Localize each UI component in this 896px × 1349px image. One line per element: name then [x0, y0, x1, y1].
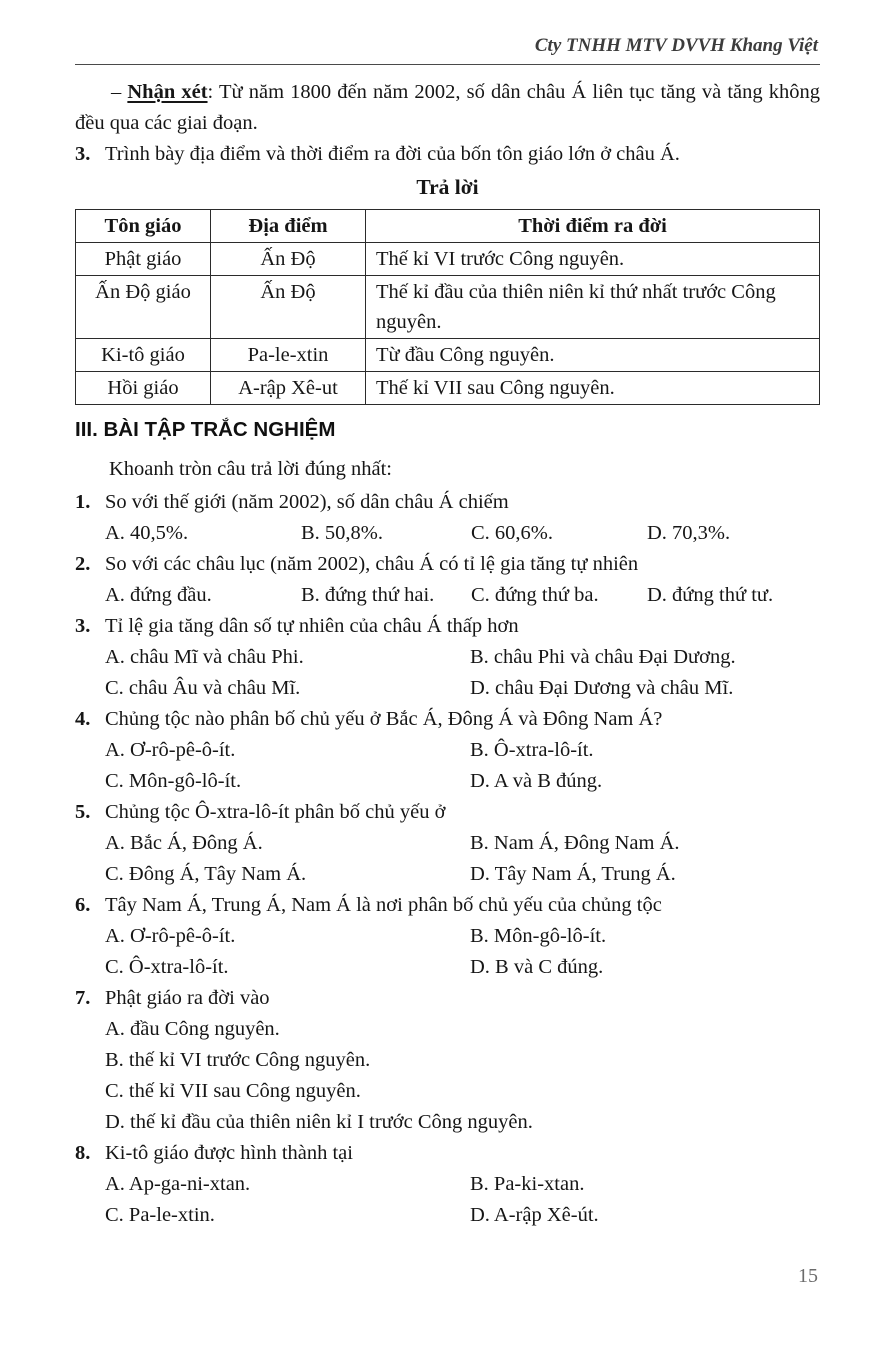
cell-location: Pa-le-xtin: [211, 339, 366, 372]
option-c: C. Môn-gô-lô-ít.: [105, 770, 242, 792]
question-line: [75, 797, 820, 828]
option-b: B. Pa-ki-xtan.: [470, 1173, 585, 1195]
question-number: 1.: [75, 491, 91, 513]
table-row: [76, 372, 820, 405]
answer-title: Trả lời: [416, 175, 479, 199]
option-c: C. 60,6%.: [471, 522, 553, 544]
question-line: [75, 611, 820, 642]
question-number: 6.: [75, 894, 91, 916]
option-d: D. Tây Nam Á, Trung Á.: [470, 863, 676, 885]
question-line: [75, 983, 820, 1014]
question-text: Chủng tộc Ô-xtra-lô-ít phân bố chủ yếu ở: [105, 801, 446, 823]
option-a: A. Bắc Á, Đông Á.: [105, 832, 263, 854]
question-line: [75, 704, 820, 735]
options-grid: [75, 642, 820, 704]
option-b: B. Môn-gô-lô-ít.: [470, 925, 607, 947]
option-b: B. Ô-xtra-lô-ít.: [470, 739, 594, 761]
options-row: [75, 518, 820, 549]
question-text: So với các châu lục (năm 2002), châu Á có tỉ lệ gia tăng tự nhiên: [105, 553, 639, 575]
question-number: 7.: [75, 987, 91, 1009]
option-d: D. đứng thứ tư.: [647, 584, 774, 606]
table-row: [76, 339, 820, 372]
page-number: 15: [798, 1265, 818, 1287]
option-d: D. B và C đúng.: [470, 956, 604, 978]
options-grid: [75, 735, 820, 797]
option-a: A. đứng đầu.: [105, 584, 212, 606]
question-3: [75, 611, 820, 704]
option-b: B. Nam Á, Đông Nam Á.: [470, 832, 680, 854]
option-b: B. 50,8%.: [301, 522, 383, 544]
option-b: B. đứng thứ hai.: [301, 584, 435, 606]
cell-time: Thế kỉ VI trước Công nguyên.: [366, 243, 820, 276]
table-header-row: [76, 210, 820, 243]
option-d: D. A-rập Xê-út.: [470, 1204, 599, 1226]
question-line: [75, 1138, 820, 1169]
question-text: Chủng tộc nào phân bố chủ yếu ở Bắc Á, Đông Á và Đông Nam Á?: [105, 708, 663, 730]
page-header: [0, 0, 896, 58]
option-c: C. thế kỉ VII sau Công nguyên.: [105, 1080, 361, 1102]
question-text: Tỉ lệ gia tăng dân số tự nhiên của châu Á thấp hơn: [105, 615, 519, 637]
options-grid: [75, 921, 820, 983]
cell-religion: Phật giáo: [76, 243, 211, 276]
cell-time: Từ đầu Công nguyên.: [366, 339, 820, 372]
cell-location: Ấn Độ: [211, 276, 366, 339]
question-7: [75, 983, 820, 1138]
option-c: C. đứng thứ ba.: [471, 584, 599, 606]
option-c: C. Pa-le-xtin.: [105, 1204, 215, 1226]
question-number: 3.: [75, 615, 91, 637]
answer-table: [75, 209, 820, 405]
cell-religion: Ki-tô giáo: [76, 339, 211, 372]
question-line: [75, 549, 820, 580]
exercise-item-3: [75, 139, 820, 170]
question-line: [75, 487, 820, 518]
option-a: A. Ơ-rô-pê-ô-ít.: [105, 925, 236, 947]
option-d: D. 70,3%.: [647, 522, 731, 544]
cell-location: A-rập Xê-ut: [211, 372, 366, 405]
cell-religion: Hồi giáo: [76, 372, 211, 405]
option-c: C. Ô-xtra-lô-ít.: [105, 956, 229, 978]
cell-time: Thế kỉ VII sau Công nguyên.: [366, 372, 820, 405]
question-5: [75, 797, 820, 890]
instruction-text: Khoanh tròn câu trả lời đúng nhất:: [109, 458, 392, 480]
options-grid: [75, 1169, 820, 1231]
publisher-name: Cty TNHH MTV DVVH Khang Việt: [534, 35, 818, 56]
options-stack: [75, 1014, 820, 1138]
cell-religion: Ấn Độ giáo: [76, 276, 211, 339]
question-6: [75, 890, 820, 983]
option-a: A. 40,5%.: [105, 522, 189, 544]
section-title: III. BÀI TẬP TRẮC NGHIỆM: [75, 418, 336, 441]
page-content: [0, 65, 896, 1231]
option-a: A. Ơ-rô-pê-ô-ít.: [105, 739, 236, 761]
option-a: A. Ap-ga-ni-xtan.: [105, 1173, 251, 1195]
table-row: [76, 276, 820, 339]
remark-paragraph: [75, 77, 820, 139]
question-number: 4.: [75, 708, 91, 730]
option-b: B. thế kỉ VI trước Công nguyên.: [105, 1049, 371, 1071]
option-b: B. châu Phi và châu Đại Dương.: [470, 646, 736, 668]
question-text: Ki-tô giáo được hình thành tại: [105, 1142, 353, 1164]
option-c: C. châu Âu và châu Mĩ.: [105, 677, 301, 699]
remark-text: : Từ năm 1800 đến năm 2002, số dân châu Á liên tục tăng và tăng không đều qua các giai đoạn.: [75, 81, 820, 134]
option-d: D. thế kỉ đầu của thiên niên kỉ I trước Công nguyên.: [105, 1111, 533, 1133]
item-number: 3.: [75, 143, 91, 165]
option-a: A. đầu Công nguyên.: [105, 1018, 280, 1040]
table-row: [76, 243, 820, 276]
question-2: [75, 549, 820, 611]
question-text: So với thế giới (năm 2002), số dân châu Á chiếm: [105, 491, 509, 513]
item-text: Trình bày địa điểm và thời điểm ra đời của bốn tôn giáo lớn ở châu Á.: [105, 143, 680, 165]
cell-location: Ấn Độ: [211, 243, 366, 276]
header-time: Thời điểm ra đời: [366, 210, 820, 243]
options-grid: [75, 828, 820, 890]
question-number: 2.: [75, 553, 91, 575]
option-d: D. châu Đại Dương và châu Mĩ.: [470, 677, 734, 699]
remark-label: Nhận xét: [127, 81, 208, 103]
options-row: [75, 580, 820, 611]
question-number: 5.: [75, 801, 91, 823]
option-c: C. Đông Á, Tây Nam Á.: [105, 863, 307, 885]
question-text: Tây Nam Á, Trung Á, Nam Á là nơi phân bố chủ yếu của chủng tộc: [105, 894, 662, 916]
question-number: 8.: [75, 1142, 91, 1164]
question-8: [75, 1138, 820, 1231]
option-a: A. châu Mĩ và châu Phi.: [105, 646, 304, 668]
header-location: Địa điểm: [211, 210, 366, 243]
question-4: [75, 704, 820, 797]
header-religion: Tôn giáo: [76, 210, 211, 243]
question-1: [75, 487, 820, 549]
option-d: D. A và B đúng.: [470, 770, 603, 792]
question-text: Phật giáo ra đời vào: [105, 987, 270, 1009]
dash: –: [111, 81, 122, 103]
question-line: [75, 890, 820, 921]
cell-time: Thế kỉ đầu của thiên niên kỉ thứ nhất trước Công nguyên.: [366, 276, 820, 339]
